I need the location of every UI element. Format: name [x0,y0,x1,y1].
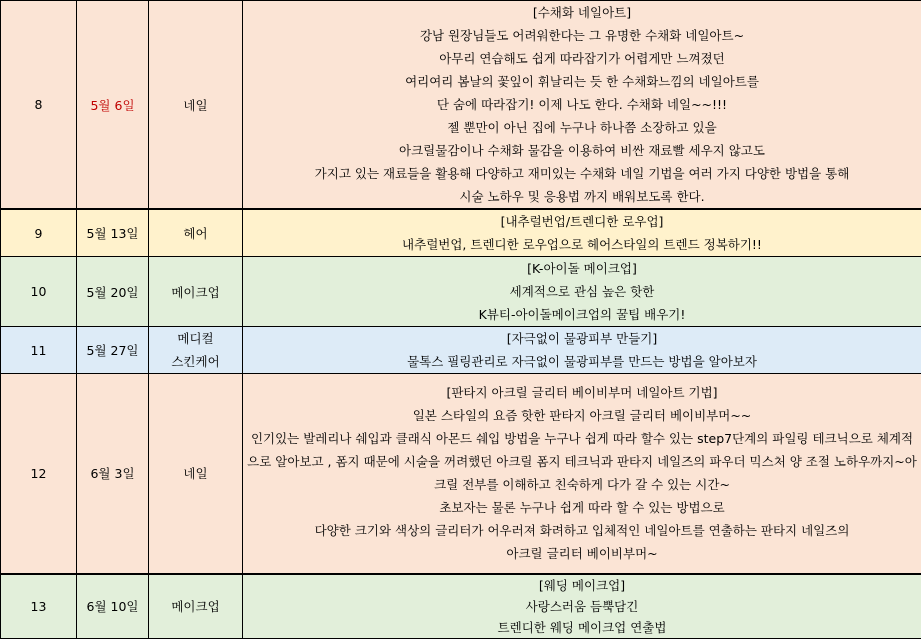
description-line: 세계적으로 관심 높은 핫한 [245,280,919,303]
session-category [149,327,243,374]
table-row [1,327,921,374]
session-description [243,257,921,327]
description-line: 트렌디한 웨딩 메이크업 연출법 [245,617,919,638]
description-line: 내추럴번업, 트렌디한 로우업으로 헤어스타일의 트렌드 정복하기!! [245,233,919,256]
session-category: 네일 [149,374,243,574]
description-line: 시술 노하우 및 응용법 까지 배워보도록 한다. [245,185,919,208]
description-line: 물톡스 필링관리로 자극없이 물광피부를 만드는 방법을 알아보자 [245,350,919,373]
description-line: 인기있는 발레리나 쉐입과 클래식 아몬드 쉐입 방법을 누구나 쉽게 따라 할수 있는 step7단계의 파일링 테크닉으로 체계적으로 알아보고 , 폼지 때문에 시술을 꺼려했던 아크릴 폼지 테크닉과 판타지 네일즈의 파우더 믹스처 양 조절 노하우까지~아크릴 전부를 이해하고 친숙하게 다가 갈 수 있는 시간~ [245,427,919,496]
session-number: 8 [1,1,77,210]
session-number: 12 [1,374,77,574]
description-line: [웨딩 메이크업] [245,575,919,596]
session-date: 6월 10일 [77,574,149,639]
description-line: 단 숨에 따라잡기! 이제 나도 한다. 수채화 네일~~!!! [245,93,919,116]
description-line: [수채화 네일아트] [245,1,919,24]
session-number: 10 [1,257,77,327]
session-number: 13 [1,574,77,639]
session-number: 9 [1,209,77,257]
description-line: 여리여리 봄날의 꽃잎이 휘날리는 듯 한 수채화느낌의 네일아트를 [245,70,919,93]
session-category: 메이크업 [149,257,243,327]
description-line: 사랑스러움 듬뿍담긴 [245,596,919,617]
session-date: 5월 6일 [77,1,149,210]
description-line: [판타지 아크릴 글리터 베이비부머 네일아트 기법] [245,381,919,404]
category-line: 스킨케어 [151,350,240,373]
description-line: 초보자는 물론 누구나 쉽게 따라 할 수 있는 방법으로 [245,496,919,519]
description-line: [K-아이돌 메이크업] [245,257,919,280]
session-number: 11 [1,327,77,374]
description-line: 젤 뿐만이 아닌 집에 누구나 하나쯤 소장하고 있을 [245,116,919,139]
session-date: 5월 27일 [77,327,149,374]
table-row [1,574,921,639]
session-description [243,374,921,574]
session-description [243,574,921,639]
session-date: 5월 13일 [77,209,149,257]
table-row [1,1,921,210]
description-line: K뷰티-아이돌메이크업의 꿀팁 배우기! [245,303,919,326]
table-row [1,374,921,574]
description-line: 아크릴 글리터 베이비부머~ [245,542,919,565]
session-category: 메이크업 [149,574,243,639]
description-line: 다양한 크기와 색상의 글리터가 어우러져 화려하고 입체적인 네일아트를 연출하는 판타지 네일즈의 [245,519,919,542]
description-line: [자극없이 물광피부 만들기] [245,327,919,350]
description-line: 아무리 연습해도 쉽게 따라잡기가 어렵게만 느껴졌던 [245,47,919,70]
table-row [1,257,921,327]
session-description [243,209,921,257]
description-line: 강남 원장님들도 어려워한다는 그 유명한 수채화 네일아트~ [245,24,919,47]
description-line: [내추럴번업/트렌디한 로우업] [245,210,919,233]
description-line: 아크릴물감이나 수채화 물감을 이용하여 비싼 재료빨 세우지 않고도 [245,139,919,162]
session-description [243,327,921,374]
session-date: 5월 20일 [77,257,149,327]
session-category: 네일 [149,1,243,210]
category-line: 메디컬 [151,327,240,350]
description-line: 일본 스타일의 요즘 핫한 판타지 아크릴 글리터 베이비부머~~ [245,404,919,427]
session-date: 6월 3일 [77,374,149,574]
description-line: 가지고 있는 재료들을 활용해 다양하고 재미있는 수채화 네일 기법을 여러 가지 다양한 방법을 통해 [245,162,919,185]
session-category: 헤어 [149,209,243,257]
session-description [243,1,921,210]
table-row [1,209,921,257]
